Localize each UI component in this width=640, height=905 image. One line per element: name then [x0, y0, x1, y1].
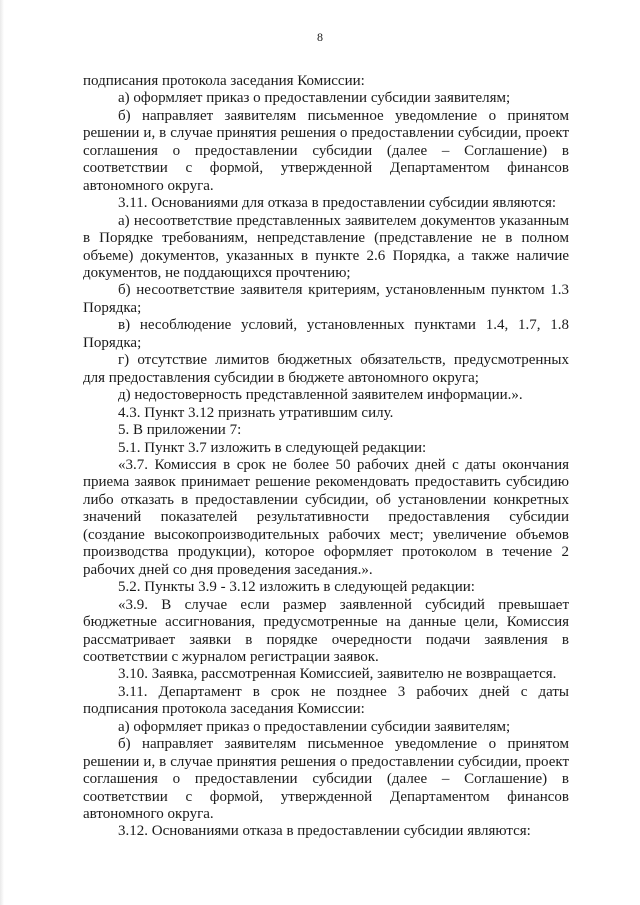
paragraph: д) недостоверность представленной заявителем информации.». — [118, 387, 523, 404]
paragraph: 3.11. Основаниями для отказа в предоставлении субсидии являются: — [118, 195, 557, 212]
paragraph: б) направляет заявителям письменное уведомление о принятом решении и, в случае принятия решения о предоставлении субсидии, проект соглашения о предоставлении субсидии (далее – Соглашение) в соответствии с формой, утвержденной Департаментом финансов автономного округа. — [83, 736, 569, 823]
paragraph: г) отсутствие лимитов бюджетных обязательств, предусмотренных для предоставления субсидии в бюджете автономного округа; — [83, 352, 569, 386]
paragraph: в) несоблюдение условий, установленных пунктами 1.4, 1.7, 1.8 Порядка; — [83, 317, 569, 351]
page-number: 8 — [317, 30, 323, 44]
paragraph: а) оформляет приказ о предоставлении субсидии заявителям; — [118, 718, 511, 735]
paragraph: 5.2. Пункты 3.9 - 3.12 изложить в следующей редакции: — [118, 579, 475, 596]
paragraph: 5. В приложении 7: — [118, 422, 242, 439]
paragraph: 5.1. Пункт 3.7 изложить в следующей редакции: — [118, 439, 427, 456]
paragraph: «3.7. Комиссия в срок не более 50 рабочих дней с даты окончания приема заявок принимает решение рекомендовать предоставить субсидию либо отказать в предоставлении субсидии, об установлении конкретных значений показателей результативности предоставления субсидии (создание высокопроизводительных рабочих мест; увеличение объемов производства продукции), которое оформляет протоколом в течение 2 рабочих дней со дня проведения заседания.». — [83, 456, 569, 578]
paragraph: подписания протокола заседания Комиссии: — [83, 73, 365, 89]
paragraph: 3.10. Заявка, рассмотренная Комиссией, заявителю не возвращается. — [118, 666, 557, 683]
paragraph: 4.3. Пункт 3.12 признать утратившим силу. — [118, 404, 394, 421]
paragraph: а) несоответствие представленных заявителем документов указанным в Порядке требованиям, непредставление (представление не в полном объеме) документов, указанных в пункте 2.6 Порядка, а также наличие документов, не поддающихся прочтению; — [83, 212, 569, 281]
paragraph: «3.9. В случае если размер заявленной субсидий превышает бюджетные ассигнования, предусмотренные на данные цели, Комиссия рассматривает заявки в порядке очередности подачи заявления в соответствии с журналом регистрации заявок. — [83, 596, 569, 665]
scan-edge-shadow — [0, 0, 4, 905]
paragraph: 3.11. Департамент в срок не позднее 3 рабочих дней с даты подписания протокола заседания Комиссии: — [83, 683, 569, 718]
paragraph: а) оформляет приказ о предоставлении субсидии заявителям; — [118, 90, 511, 107]
paragraph: б) направляет заявителям письменное уведомление о принятом решении и, в случае принятия решения о предоставлении субсидии, проект соглашения о предоставлении субсидии (далее – Соглашение) в соответствии с формой, утвержденной Департаментом финансов автономного округа. — [83, 107, 569, 194]
paragraph: б) несоответствие заявителя критериям, установленным пунктом 1.3 Порядка; — [83, 282, 569, 316]
document-body — [83, 73, 569, 841]
paragraph: 3.12. Основаниями отказа в предоставлении субсидии являются: — [118, 823, 531, 840]
